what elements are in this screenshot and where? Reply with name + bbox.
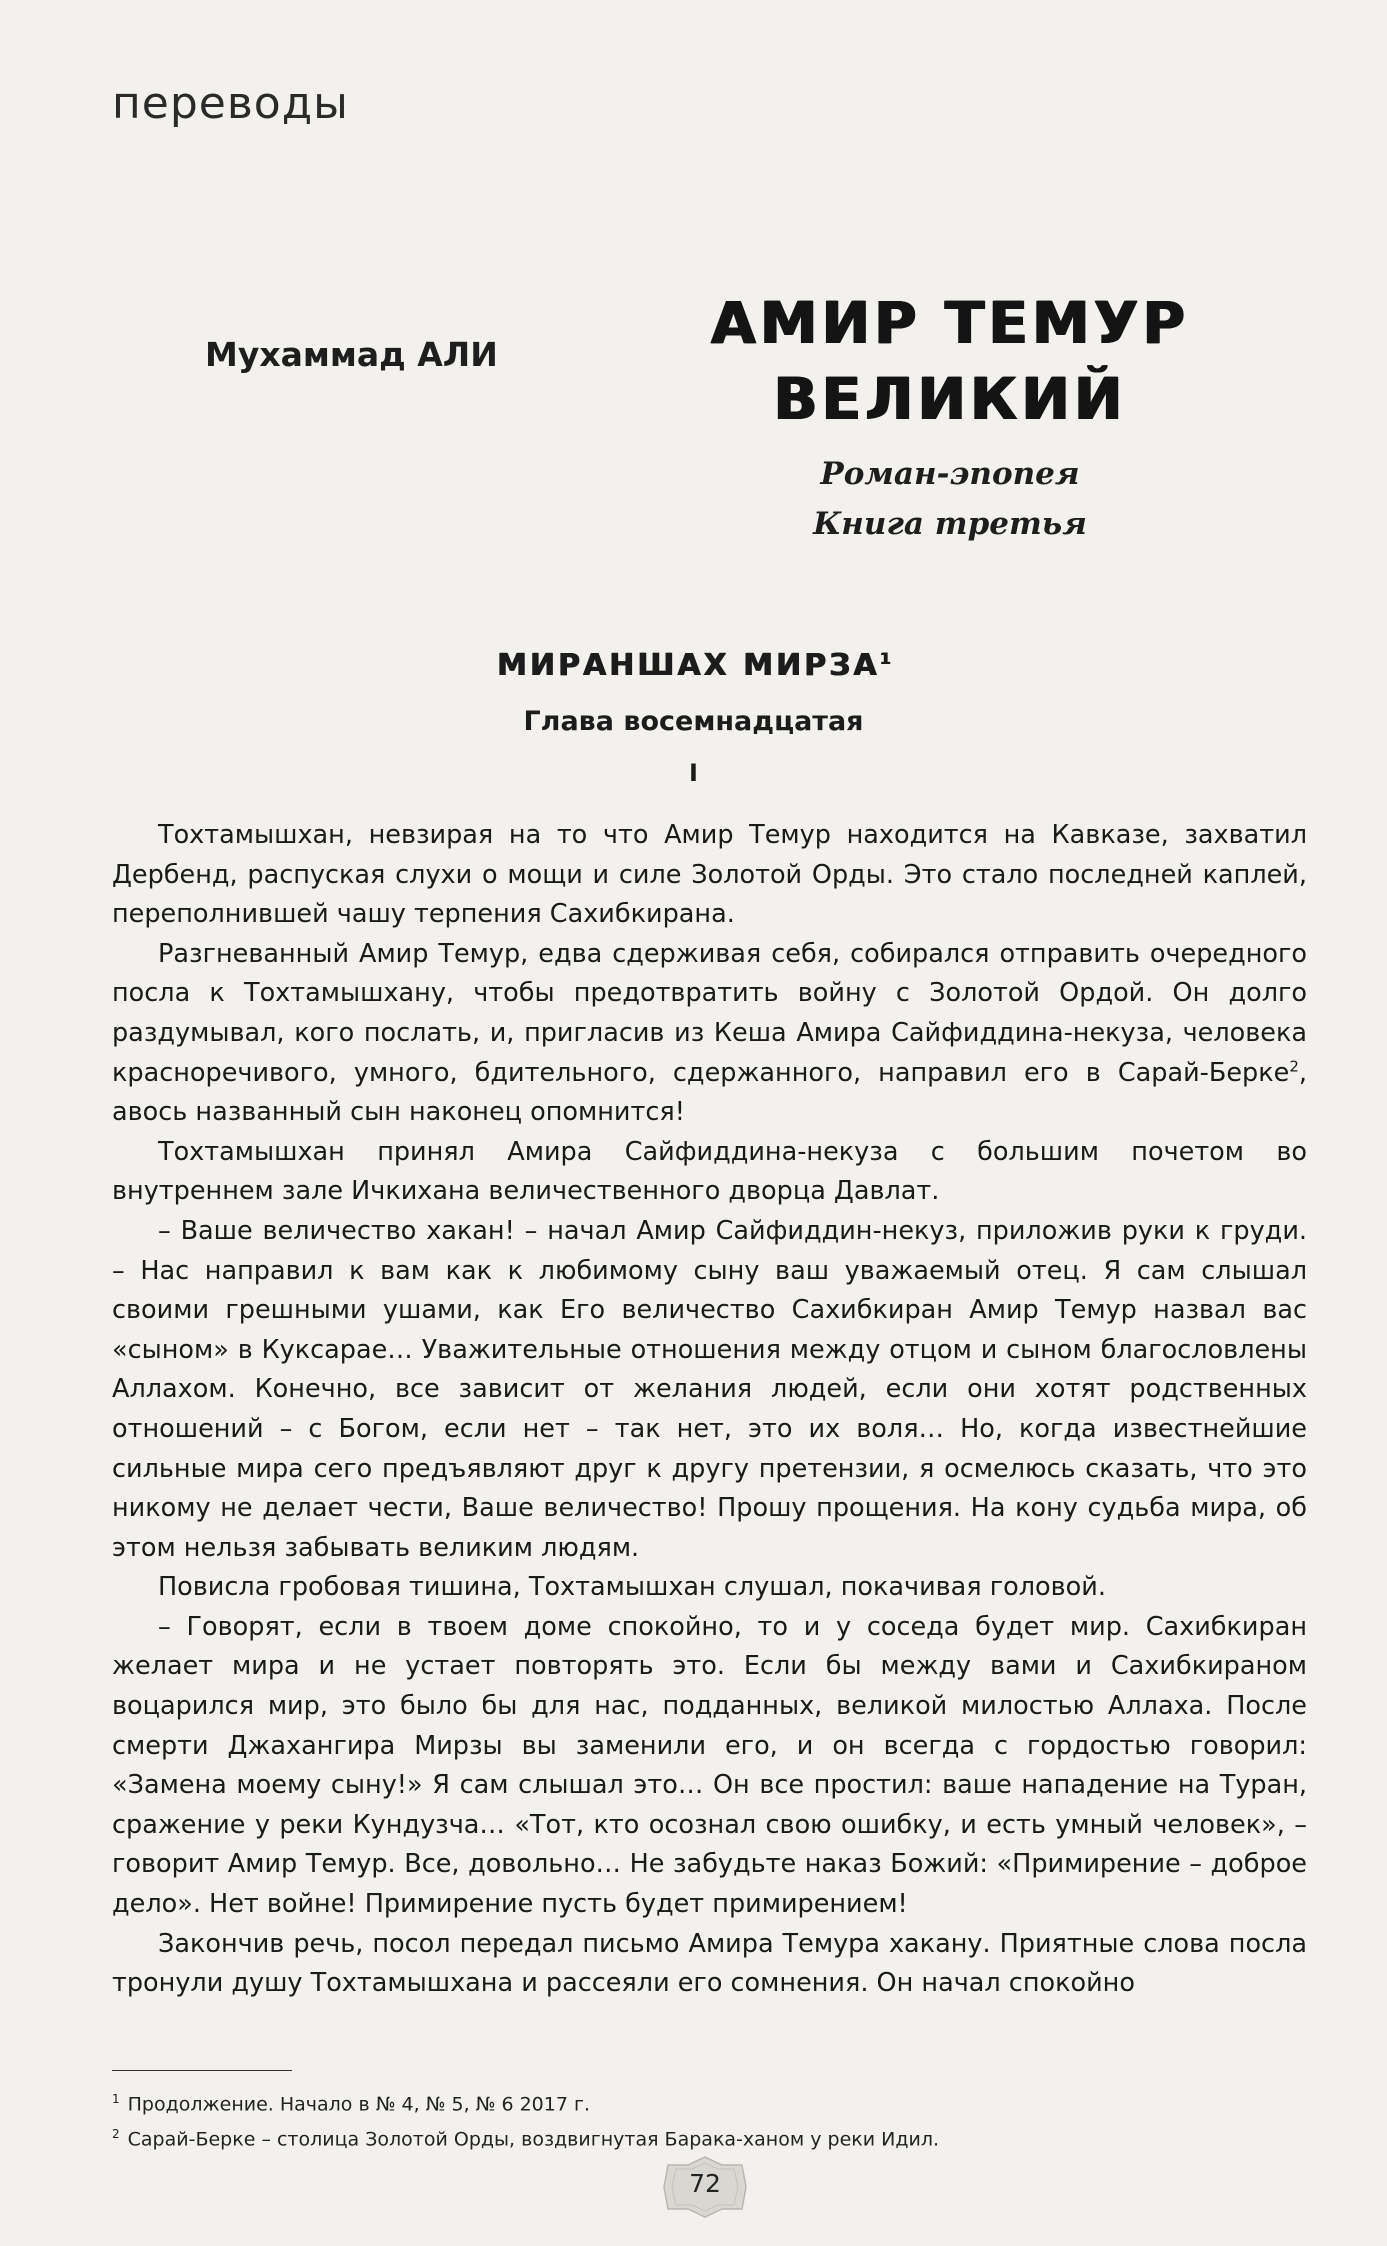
chapter-name-text: МИРАНШАХ МИРЗА [496,648,880,683]
footnote-divider [112,2070,292,2071]
title-block [700,285,1200,549]
paragraph [112,935,1307,1133]
section-label: переводы [112,78,349,129]
paragraph-text: Разгневанный Амир Темур, едва сдерживая себя, собирался отправить очередного посла к Тохтамышхану, чтобы предотвратить войну с Золотой Ордой. Он долго раздумывал, кого послать, и, пригласив из Кеша Амира Сайфиддина-некуза, человека красноречивого, умного, бдительного, сдержанного, направил его в Сарай-Берке [112,938,1307,1088]
chapter-number: I [689,759,698,787]
page-number: 72 [689,2169,721,2198]
chapter-heading: Глава восемнадцатая [523,706,864,737]
footnote-mark: 1 [112,2092,120,2106]
paragraph: – Ваше величество хакан! – начал Амир Сайфиддин-некуз, приложив руки к груди. – Нас направил к вам как к любимому сыну ваш уважаемый отец. Я сам слышал своими грешными ушами, как Его величество Сахибкиран Амир Темур назвал вас «сыном» в Куксарае… Уважительные отношения между отцом и сыном благословлены Аллахом. Конечно, все зависит от желания людей, если они хотят родственных отношений – с Богом, если нет – так нет, это их воля… Но, когда известнейшие сильные мира сего предъявляют друг к другу претензии, я осмелюсь сказать, что это никому не делает чести, Ваше величество! Прошу прощения. На кону судьба мира, об этом нельзя забывать великим людям. [112,1215,1307,1563]
paragraph: – Говорят, если в твоем доме спокойно, то и у соседа будет мир. Сахибкиран желает мира и не устает повторять это. Если бы между вами и Сахибкираном воцарился мир, это было бы для нас, подданных, великой милостью Аллаха. После смерти Джахангира Мирзы вы заменили его, и он всегда с гордостью говорил: «Замена моему сыну!» Я сам слышал это… Он все простил: ваше нападение на Туран, сражение у реки Кундузча… «Тот, кто осознал свою ошибку, и есть умный человек», – говорит Амир Темур. Все, довольно… Не забудьте наказ Божий: «Примирение – доброе дело». Нет войне! Примирение пусть будет примирением! [112,1611,1307,1920]
paragraph: Закончив речь, посол передал письмо Амира Темура хакану. Приятные слова посла тронули душу Тохтамышхана и рассеяли его сомнения. Он начал спокойно [112,1928,1307,1999]
page-number-ornament [650,2155,760,2219]
footnote [112,2119,1307,2154]
footnote-mark: 2 [112,2127,120,2142]
footnote-text: Сарай-Берке – столица Золотой Орды, воздвигнутая Барака-ханом у реки Идил. [127,2128,939,2151]
subtitle-genre: Роман-эпопея [820,456,1080,492]
paragraph: Тохтамышхан принял Амира Сайфиддина-некуза с большим почетом во внутреннем зале Ичкихана величественного дворца Давлат. [112,1136,1307,1207]
body-text [112,816,1307,2004]
subtitle-book: Книга третья [813,506,1087,542]
chapter-name [0,648,1387,683]
footnote-reference: 2 [1289,1057,1299,1076]
footnote-text: Продолжение. Начало в № 4, № 5, № 6 2017 г. [127,2093,590,2116]
paragraph: Тохтамышхан, невзирая на то что Амир Темур находится на Кавказе, захватил Дербенд, распуская слухи о мощи и силе Золотой Орды. Это стало последней каплей, переполнившей чашу терпения Сахибкирана. [112,820,1307,930]
title-line-1: АМИР ТЕМУР [711,289,1189,357]
paragraph-text-after: , авось названный сын наконец опомнится! [112,1057,1307,1128]
paragraph: Повисла гробовая тишина, Тохтамышхан слушал, покачивая головой. [158,1572,1106,1603]
footnotes [112,2084,1307,2155]
title-line-2: ВЕЛИКИЙ [773,365,1127,433]
footnote [112,2084,1307,2119]
author-name: Мухаммад АЛИ [205,335,498,374]
chapter-footnote-mark: 1 [879,649,891,668]
